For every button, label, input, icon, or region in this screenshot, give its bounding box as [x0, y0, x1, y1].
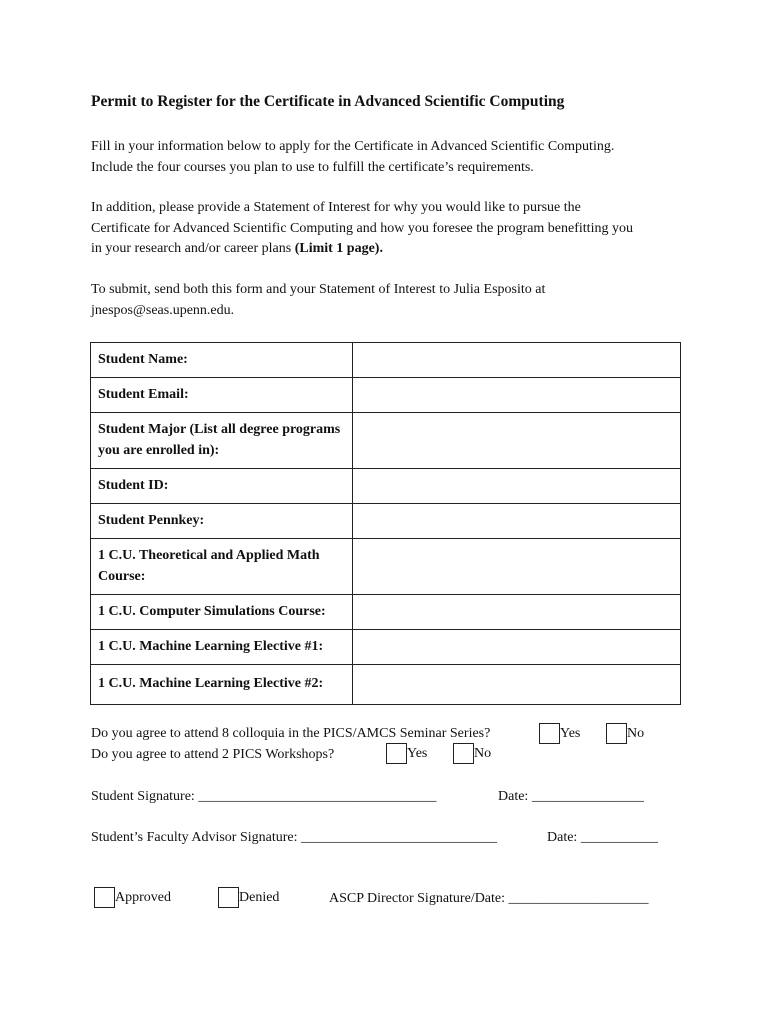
field-label-simulations-course: 1 C.U. Computer Simulations Course:	[91, 595, 353, 630]
student-date-line[interactable]: Date: ________________	[498, 789, 644, 804]
intro-paragraph	[91, 137, 691, 178]
statement-line-3-text: in your research and/or career plans	[91, 241, 295, 256]
advisor-date-line[interactable]: Date: ___________	[547, 830, 658, 845]
ml-elective-2-input[interactable]	[360, 671, 673, 699]
approved-checkbox[interactable]	[94, 887, 115, 908]
approved-label: Approved	[115, 889, 171, 905]
student-id-input[interactable]	[360, 472, 673, 500]
field-label-ml-elective-2: 1 C.U. Machine Learning Elective #2:	[91, 665, 353, 705]
workshops-no-option[interactable]	[453, 743, 491, 764]
statement-paragraph	[91, 198, 691, 260]
statement-line-1: In addition, please provide a Statement of Interest for why you would like to pursue the	[91, 200, 581, 215]
colloquia-no-checkbox[interactable]	[606, 723, 627, 744]
field-value-simulations-course[interactable]	[353, 595, 681, 630]
table-row	[91, 504, 681, 539]
table-row	[91, 343, 681, 378]
student-email-input[interactable]	[360, 381, 673, 409]
submit-email: jnespos@seas.upenn.edu.	[91, 302, 235, 318]
field-value-math-course[interactable]	[353, 539, 681, 595]
field-label-student-name: Student Name:	[91, 343, 353, 378]
workshops-question: Do you agree to attend 2 PICS Workshops?	[91, 747, 335, 762]
table-row	[91, 595, 681, 630]
workshops-yes-option[interactable]	[386, 743, 427, 764]
table-row	[91, 378, 681, 413]
approved-option[interactable]	[94, 887, 171, 908]
ml-elective-1-input[interactable]	[360, 633, 673, 661]
field-value-student-major[interactable]	[353, 413, 681, 469]
field-label-ml-elective-1: 1 C.U. Machine Learning Elective #1:	[91, 630, 353, 665]
director-signature-line[interactable]: ASCP Director Signature/Date: ____________________	[329, 891, 649, 906]
workshops-yes-checkbox[interactable]	[386, 743, 407, 764]
submit-line-1: To submit, send both this form and your Statement of Interest to Julia Esposito at	[91, 282, 546, 297]
field-value-ml-elective-2[interactable]	[353, 665, 681, 705]
field-value-ml-elective-1[interactable]	[353, 630, 681, 665]
field-value-student-pennkey[interactable]	[353, 504, 681, 539]
field-label-student-pennkey: Student Pennkey:	[91, 504, 353, 539]
table-row	[91, 413, 681, 469]
field-value-student-id[interactable]	[353, 469, 681, 504]
denied-checkbox[interactable]	[218, 887, 239, 908]
page-limit-note: (Limit 1 page).	[294, 241, 383, 256]
student-signature-line[interactable]: Student Signature: __________________________________	[91, 789, 437, 804]
simulations-course-input[interactable]	[360, 598, 673, 626]
table-row	[91, 630, 681, 665]
field-label-math-course: 1 C.U. Theoretical and Applied Math Course:	[91, 539, 353, 595]
student-major-input[interactable]	[360, 427, 673, 455]
colloquia-no-label: No	[627, 725, 645, 741]
colloquia-question: Do you agree to attend 8 colloquia in the PICS/AMCS Seminar Series?	[91, 726, 491, 741]
field-label-student-major: Student Major (List all degree programs you are enrolled in):	[91, 413, 353, 469]
intro-line-1: Fill in your information below to apply for the Certificate in Advanced Scientific Computing.	[91, 139, 615, 154]
table-row	[91, 469, 681, 504]
denied-option[interactable]	[218, 887, 279, 908]
denied-label: Denied	[239, 889, 280, 905]
field-value-student-name[interactable]	[353, 343, 681, 378]
field-value-student-email[interactable]	[353, 378, 681, 413]
workshops-no-label: No	[474, 745, 492, 761]
statement-line-2: Certificate for Advanced Scientific Computing and how you foresee the program benefitting you	[91, 220, 633, 236]
student-name-input[interactable]	[360, 346, 673, 374]
field-label-student-id: Student ID:	[91, 469, 353, 504]
colloquia-yes-option[interactable]	[539, 723, 580, 744]
student-pennkey-input[interactable]	[360, 507, 673, 535]
student-info-table	[90, 342, 681, 705]
table-row	[91, 665, 681, 705]
table-row	[91, 539, 681, 595]
intro-line-2: Include the four courses you plan to use to fulfill the certificate’s requirements.	[91, 159, 534, 175]
workshops-yes-label: Yes	[407, 745, 428, 761]
colloquia-no-option[interactable]	[606, 723, 644, 744]
colloquia-yes-checkbox[interactable]	[539, 723, 560, 744]
statement-line-3	[91, 239, 691, 260]
submit-paragraph	[91, 280, 691, 321]
workshops-no-checkbox[interactable]	[453, 743, 474, 764]
form-title: Permit to Register for the Certificate in Advanced Scientific Computing	[91, 93, 565, 110]
advisor-signature-line[interactable]: Student’s Faculty Advisor Signature: ____________________________	[91, 830, 497, 845]
math-course-input[interactable]	[360, 553, 673, 581]
field-label-student-email: Student Email:	[91, 378, 353, 413]
colloquia-yes-label: Yes	[560, 725, 581, 741]
